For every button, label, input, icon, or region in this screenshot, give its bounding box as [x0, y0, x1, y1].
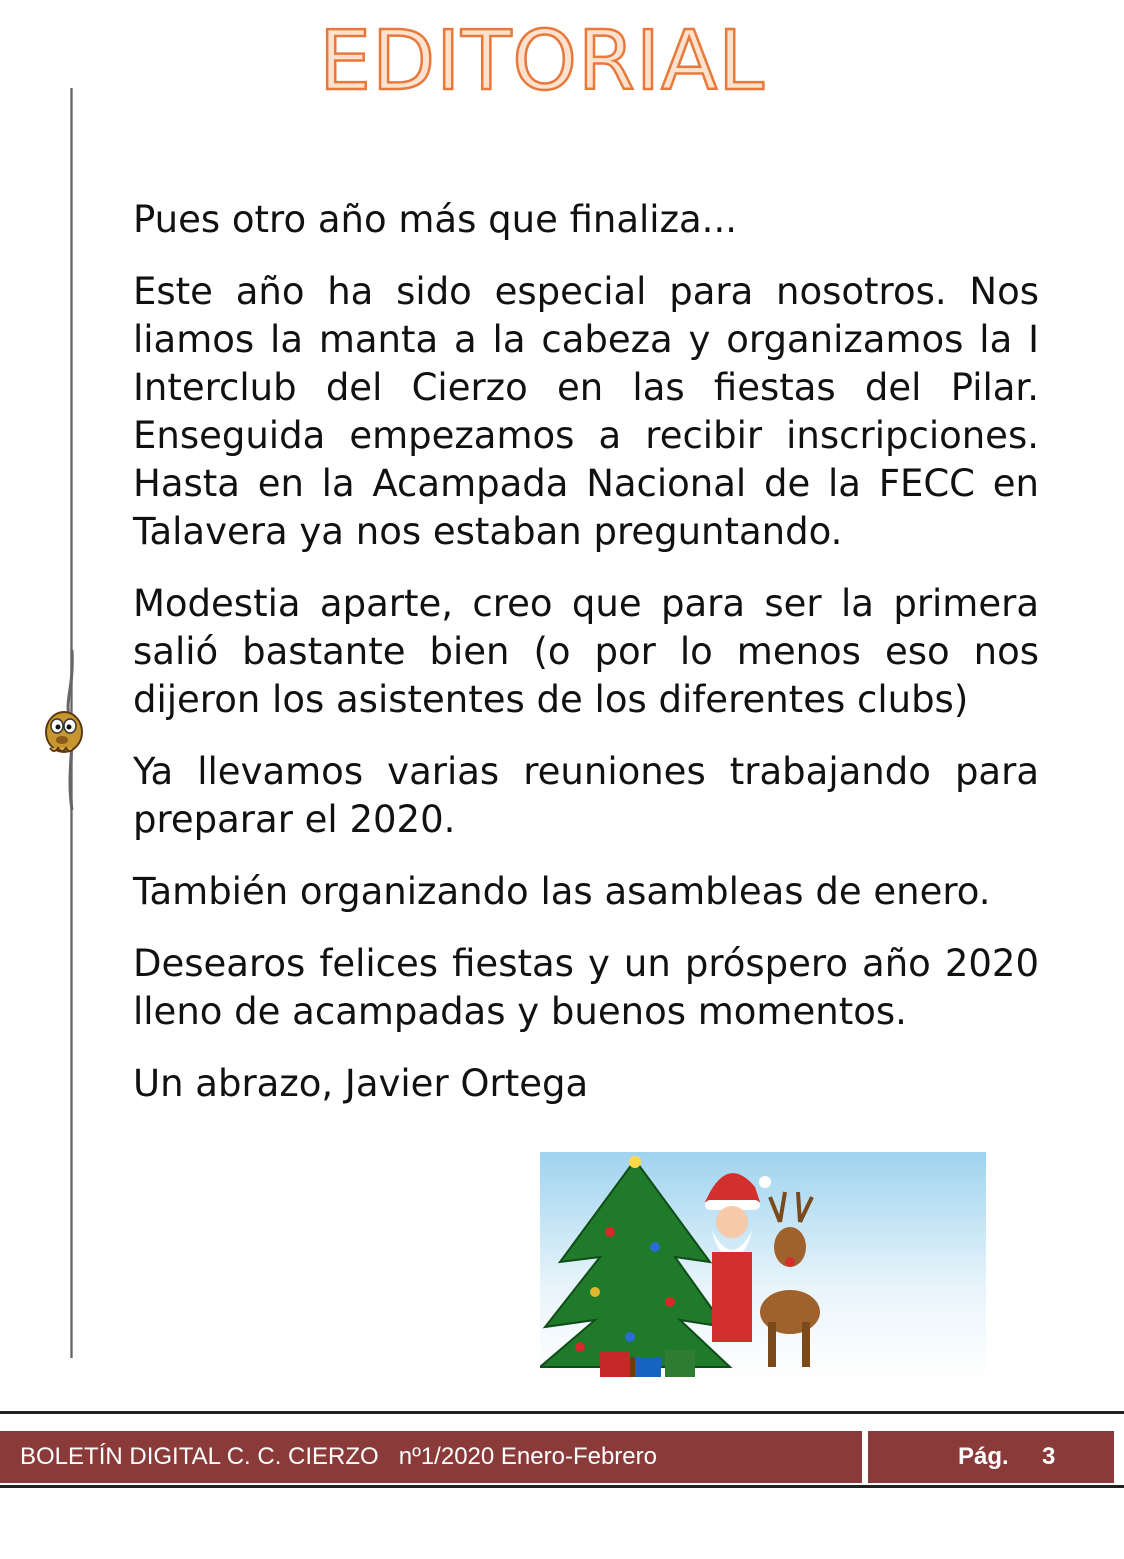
page-label: Pág. [958, 1443, 1009, 1470]
paragraph: Pues otro año más que finaliza... [133, 198, 737, 241]
signature: Un abrazo, Javier Ortega [133, 1062, 589, 1105]
paragraph: También organizando las asambleas de enero. [133, 870, 991, 913]
footer-top-rule [0, 1411, 1124, 1414]
christmas-image [540, 1152, 986, 1380]
peeking-cartoon-icon [40, 650, 100, 810]
page-footer [0, 1431, 1114, 1483]
page-number: 3 [1042, 1443, 1056, 1470]
footer-publication: BOLETÍN DIGITAL C. C. CIERZO nº1/2020 Enero-Febrero [0, 1431, 862, 1483]
paragraph: Este año ha sido especial para nosotros. Nos liamos la manta a la cabeza y organizamos la I Interclub del Cierzo en las fiestas del Pilar. Enseguida empezamos a recibir inscripciones. Hasta en la Acampada Nacional de la FECC en Talavera ya nos estaban preguntando. [133, 270, 1039, 553]
editorial-body [133, 196, 1039, 1132]
paragraph: Ya llevamos varias reuniones trabajando para preparar el 2020. [133, 750, 1039, 841]
page-title: EDITORIAL [319, 14, 765, 109]
paragraph: Desearos felices fiestas y un próspero año 2020 lleno de acampadas y buenos momentos. [133, 942, 1039, 1033]
footer-bottom-rule [0, 1485, 1124, 1488]
footer-page-box [868, 1431, 1114, 1483]
paragraph: Modestia aparte, creo que para ser la primera salió bastante bien (o por lo menos eso nos dijeron los asistentes de los diferentes clubs) [133, 582, 1039, 721]
